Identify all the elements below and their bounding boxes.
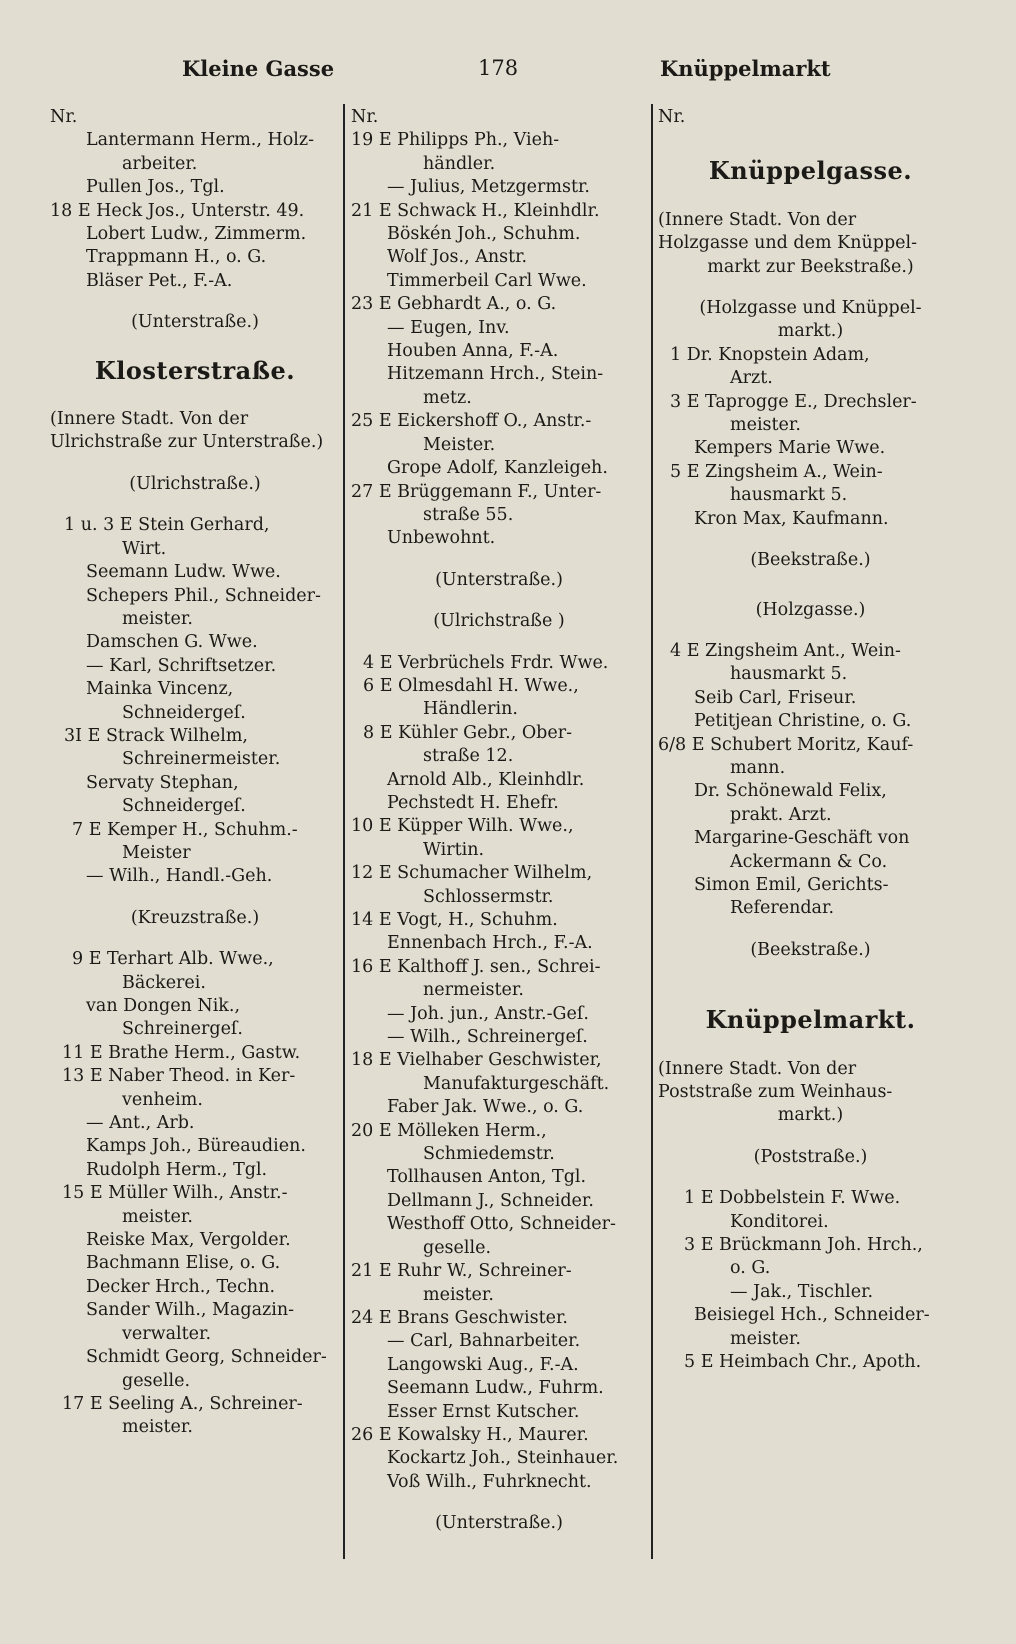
entry-line: Pechstedt H. Ehefr. — [387, 792, 559, 813]
street-description: markt.) — [777, 1105, 844, 1126]
entry-line: 18 E Heck Jos., Unterstr. 49. — [50, 200, 305, 221]
entry-line: hausmarkt 5. — [730, 664, 848, 685]
entry-line: Reiske Max, Vergolder. — [86, 1230, 291, 1251]
entry-line: — Eugen, Inv. — [387, 317, 510, 338]
cross-street: (Unterstraße.) — [131, 312, 259, 333]
page-number: 178 — [478, 56, 519, 80]
entry-line: 23 E Gebhardt A., o. G. — [351, 294, 557, 315]
entry-line: Händlerin. — [423, 699, 518, 720]
entry-line: 21 E Ruhr W., Schreiner- — [351, 1261, 572, 1282]
entry-line: Simon Emil, Gerichts- — [694, 874, 889, 895]
entry-line: Schreinergeſ. — [122, 1019, 243, 1040]
entry-line: Konditorei. — [730, 1211, 829, 1232]
street-title: Knüppelmarkt. — [705, 1005, 916, 1035]
cross-street: (Ulrichstraße.) — [129, 473, 261, 494]
entry-line: meister. — [423, 1284, 494, 1305]
entry-line: Westhoff Otto, Schneider- — [387, 1214, 616, 1235]
entry-line: 26 E Kowalsky H., Maurer. — [351, 1424, 589, 1445]
nr-label: Nr. — [50, 107, 78, 127]
entry-line: Schlossermstr. — [423, 886, 554, 907]
entry-line: venheim. — [122, 1089, 203, 1110]
entry-line: Bläser Pet., F.-A. — [86, 270, 233, 291]
entry-line: Beisiegel Hch., Schneider- — [694, 1305, 930, 1326]
entry-line: 21 E Schwack H., Kleinhdlr. — [351, 200, 600, 221]
entry-line: 3I E Strack Wilhelm, — [64, 725, 248, 746]
entry-line: Wirt. — [122, 538, 167, 559]
entry-line: 4 E Zingsheim Ant., Wein- — [670, 640, 901, 661]
entry-line: Schneidergeſ. — [122, 702, 246, 723]
entry-line: Böskén Joh., Schuhm. — [387, 224, 581, 245]
entry-line: — Julius, Metzgermstr. — [387, 177, 590, 198]
column-rule-left — [343, 104, 345, 1559]
entry-line: Kron Max, Kaufmann. — [694, 508, 889, 529]
entry-line: Mainka Vincenz, — [86, 679, 234, 700]
column-2 — [351, 106, 647, 1536]
entry-line: 5 E Heimbach Chr., Apoth. — [684, 1352, 922, 1373]
entry-line: meister. — [122, 1417, 193, 1438]
running-head-right: Knüppelmarkt — [660, 56, 831, 81]
entry-line: Lobert Ludw., Zimmerm. — [86, 224, 307, 245]
cross-street: (Holzgasse und Knüppel- — [699, 298, 922, 319]
entry-line: Esser Ernst Kutscher. — [387, 1401, 580, 1422]
entry-line: verwalter. — [122, 1323, 212, 1344]
entry-line: van Dongen Nik., — [86, 996, 241, 1016]
entry-line: 16 E Kalthoff J. sen., Schrei- — [351, 956, 601, 977]
entry-line: hausmarkt 5. — [730, 485, 848, 506]
entry-line: Wolf Jos., Anstr. — [387, 247, 528, 268]
entry-line: geselle. — [423, 1237, 492, 1258]
entry-line: straße 55. — [423, 504, 514, 525]
entry-line: Servaty Stephan, — [86, 772, 239, 793]
cross-street: (Ulrichstraße ) — [433, 611, 565, 632]
cross-street: markt.) — [777, 321, 844, 342]
entry-line: Ennenbach Hrch., F.-A. — [387, 933, 593, 954]
entry-line: 27 E Brüggemann F., Unter- — [351, 481, 602, 502]
entry-line: Schmidt Georg, Schneider- — [86, 1347, 327, 1368]
entry-line: Hitzemann Hrch., Stein- — [387, 364, 604, 385]
entry-line: Lantermann Herm., Holz- — [86, 130, 315, 151]
column-1 — [50, 106, 340, 1440]
cross-street: (Beekstraße.) — [750, 550, 871, 571]
entry-line: Sander Wilh., Magazin- — [86, 1300, 295, 1321]
entry-line: nermeister. — [423, 980, 524, 1001]
cross-street: (Kreuzstraße.) — [130, 907, 260, 928]
entry-line: — Ant., Arb. — [86, 1113, 195, 1134]
entry-line: 6 E Olmesdahl H. Wwe., — [363, 675, 579, 696]
entry-line: Bäckerei. — [122, 972, 206, 993]
entry-line: Arzt. — [730, 368, 773, 389]
column-3 — [658, 106, 963, 1374]
street-description: (Innere Stadt. Von der — [658, 209, 857, 230]
entry-line: — Jak., Tischler. — [730, 1281, 874, 1302]
entry-line: Seemann Ludw., Fuhrm. — [387, 1378, 604, 1399]
entry-line: Referendar. — [730, 898, 835, 919]
street-title: Klosterstraße. — [94, 355, 296, 385]
entry-line: 11 E Brathe Herm., Gastw. — [62, 1042, 301, 1063]
entry-line: — Karl, Schriftsetzer. — [86, 655, 277, 676]
entry-line: Seib Carl, Friseur. — [694, 687, 857, 708]
entry-line: 9 E Terhart Alb. Wwe., — [72, 949, 274, 970]
entry-line: Faber Jak. Wwe., o. G. — [387, 1097, 584, 1118]
entry-line: Timmerbeil Carl Wwe. — [387, 270, 587, 291]
entry-line: Petitjean Christine, o. G. — [694, 711, 912, 732]
street-title: Knüppelgasse. — [708, 156, 913, 186]
entry-line: Bachmann Elise, o. G. — [86, 1253, 281, 1274]
entry-line: — Carl, Bahnarbeiter. — [387, 1331, 581, 1352]
entry-line: 13 E Naber Theod. in Ker- — [62, 1066, 296, 1087]
entry-line: Schneidergeſ. — [122, 796, 246, 817]
entry-line: meister. — [730, 415, 801, 436]
street-description: markt zur Beekstraße.) — [707, 256, 914, 277]
nr-label: Nr. — [658, 107, 686, 127]
entry-line: geselle. — [122, 1370, 191, 1391]
entry-line: Kamps Joh., Büreaudien. — [86, 1136, 306, 1157]
entry-line: 10 E Küpper Wilh. Wwe., — [351, 816, 574, 837]
entry-line: Damschen G. Wwe. — [86, 632, 258, 653]
entry-line: 1 Dr. Knopstein Adam, — [670, 344, 870, 365]
entry-line: Langowski Aug., F.-A. — [387, 1354, 579, 1375]
entry-line: händler. — [423, 153, 496, 174]
entry-line: straße 12. — [423, 746, 514, 767]
entry-line: — Wilh., Handl.-Geh. — [86, 866, 273, 887]
entry-line: Unbewohnt. — [387, 528, 496, 549]
entry-line: Manufakturgeschäft. — [423, 1073, 610, 1094]
entry-line: Dellmann J., Schneider. — [387, 1190, 594, 1211]
entry-line: 17 E Seeling A., Schreiner- — [62, 1393, 303, 1414]
entry-line: 5 E Zingsheim A., Wein- — [670, 461, 883, 482]
entry-line: Seemann Ludw. Wwe. — [86, 562, 281, 583]
street-description: Ulrichstraße zur Unterstraße.) — [50, 432, 324, 453]
entry-line: Pullen Jos., Tgl. — [86, 177, 225, 198]
entry-line: Grope Adolf, Kanzleigeh. — [387, 458, 608, 479]
entry-line: o. G. — [730, 1258, 771, 1279]
entry-line: 24 E Brans Geschwister. — [351, 1307, 568, 1328]
entry-line: 8 E Kühler Gebr., Ober- — [363, 722, 573, 743]
entry-line: Decker Hrch., Techn. — [86, 1276, 276, 1297]
entry-line: 3 E Taprogge E., Drechsler- — [670, 391, 917, 412]
entry-line: 15 E Müller Wilh., Anstr.- — [62, 1183, 288, 1204]
entry-line: 20 E Mölleken Herm., — [351, 1120, 547, 1141]
entry-line: meister. — [730, 1328, 801, 1349]
entry-line: Rudolph Herm., Tgl. — [86, 1159, 268, 1180]
entry-line: Meister. — [423, 434, 496, 455]
entry-line: meister. — [122, 608, 193, 629]
entry-line: Margarine-Geschäft von — [694, 828, 910, 849]
entry-line: 25 E Eickershoff O., Anstr.- — [351, 411, 592, 432]
entry-line: 6/8 E Schubert Moritz, Kauf- — [658, 734, 914, 755]
column-rule-right — [651, 104, 653, 1559]
entry-line: meister. — [122, 1206, 193, 1227]
entry-line: 1 u. 3 E Stein Gerhard, — [64, 515, 270, 536]
entry-line: Tollhausen Anton, Tgl. — [387, 1167, 587, 1188]
entry-line: 19 E Philipps Ph., Vieh- — [351, 130, 560, 151]
entry-line: — Joh. jun., Anstr.-Geſ. — [387, 1003, 589, 1024]
entry-line: 1 E Dobbelstein F. Wwe. — [684, 1188, 901, 1209]
entry-line: Wirtin. — [423, 839, 485, 860]
entry-line: Arnold Alb., Kleinhdlr. — [387, 769, 585, 790]
entry-line: 7 E Kemper H., Schuhm.- — [72, 819, 298, 840]
entry-line: Dr. Schönewald Felix, — [694, 781, 887, 802]
entry-line: Voß Wilh., Fuhrknecht. — [387, 1471, 592, 1492]
entry-line: Houben Anna, F.-A. — [387, 341, 559, 362]
entry-line: mann. — [730, 757, 786, 778]
street-description: (Innere Stadt. Von der — [50, 409, 249, 430]
street-description: Poststraße zum Weinhaus- — [658, 1082, 893, 1102]
entry-line: — Wilh., Schreinergeſ. — [387, 1027, 588, 1048]
entry-line: Kempers Marie Wwe. — [694, 438, 886, 459]
entry-line: 4 E Verbrüchels Frdr. Wwe. — [363, 652, 609, 673]
entry-line: Trappmann H., o. G. — [86, 247, 267, 268]
entry-line: metz. — [423, 387, 472, 408]
entry-line: Kockartz Joh., Steinhauer. — [387, 1448, 619, 1469]
entry-line: 12 E Schumacher Wilhelm, — [351, 863, 593, 884]
entry-line: Schmiedemstr. — [423, 1144, 555, 1165]
street-description: (Innere Stadt. Von der — [658, 1058, 857, 1079]
entry-line: Ackermann & Co. — [730, 851, 888, 872]
entry-line: prakt. Arzt. — [730, 804, 832, 825]
entry-line: Meister — [122, 842, 191, 863]
entry-line: 3 E Brückmann Joh. Hrch., — [684, 1235, 923, 1256]
nr-label: Nr. — [351, 107, 379, 127]
cross-street: (Poststraße.) — [753, 1146, 868, 1167]
entry-line: Schepers Phil., Schneider- — [86, 585, 321, 606]
street-description: Holzgasse und dem Knüppel- — [658, 233, 918, 254]
entry-line: 14 E Vogt, H., Schuhm. — [351, 910, 558, 930]
entry-line: arbeiter. — [122, 153, 198, 174]
entry-line: 18 E Vielhaber Geschwister, — [351, 1050, 602, 1071]
cross-street: (Holzgasse.) — [755, 599, 866, 620]
cross-street: (Beekstraße.) — [750, 939, 871, 960]
entry-line: Schreinermeister. — [122, 749, 281, 770]
cross-street: (Unterstraße.) — [435, 569, 563, 590]
running-head-left: Kleine Gasse — [182, 56, 335, 81]
cross-street: (Unterstraße.) — [435, 1513, 563, 1534]
